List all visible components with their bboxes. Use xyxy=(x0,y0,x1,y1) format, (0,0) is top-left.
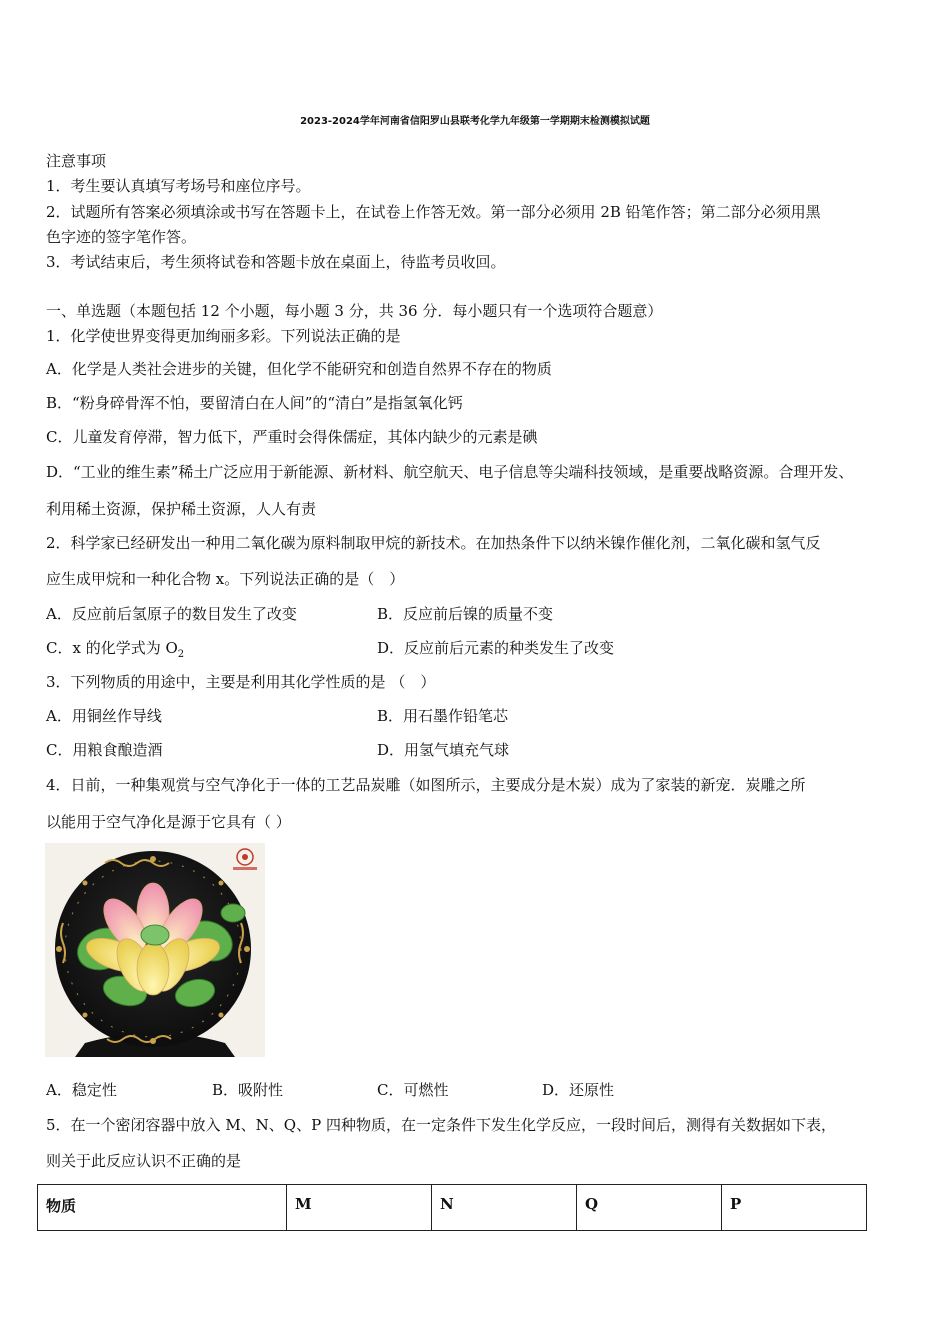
question-4-option-b: B．吸附性 xyxy=(212,1081,284,1099)
question-2-option-c xyxy=(46,638,184,665)
question-5-stem: 5．在一个密闭容器中放入 M、N、Q、P 四种物质，在一定条件下发生化学反应，一段时间后，测得有关数据如下表， xyxy=(46,1116,836,1134)
question-1-option-d: D．“工业的维生素”稀土广泛应用于新能源、新材料、航空航天、电子信息等尖端科技领域，是重要战略资源。合理开发、 xyxy=(46,463,854,481)
question-5-stem-cont: 则关于此反应认识不正确的是 xyxy=(46,1152,242,1170)
reaction-data-table xyxy=(37,1184,867,1231)
section-heading: 一、单选题（本题包括 12 个小题，每小题 3 分，共 36 分．每小题只有一个选项符合题意） xyxy=(46,302,663,320)
question-4-stem: 4．日前，一种集观赏与空气净化于一体的工艺品炭雕（如图所示，主要成分是木炭）成为了家装的新宠．炭雕之所 xyxy=(46,776,806,794)
question-2-option-c-text: C．x 的化学式为 O xyxy=(46,639,178,657)
question-1-option-b: B．“粉身碎骨浑不怕，要留清白在人间”的“清白”是指氢氧化钙 xyxy=(46,394,463,412)
question-3-stem: 3．下列物质的用途中，主要是利用其化学性质的是 （ ） xyxy=(46,673,436,691)
question-2-option-c-subscript: 2 xyxy=(177,649,185,660)
question-4-option-c: C．可燃性 xyxy=(377,1081,449,1099)
charcoal-carving-image xyxy=(45,843,265,1057)
question-4-option-d: D．还原性 xyxy=(542,1081,615,1099)
question-1-option-a: A．化学是人类社会进步的关键，但化学不能研究和创造自然界不存在的物质 xyxy=(46,360,552,378)
table-row xyxy=(38,1185,867,1231)
notice-item-2-cont: 色字迹的签字笔作答。 xyxy=(46,228,197,246)
notice-item-1: 1．考生要认真填写考场号和座位序号。 xyxy=(46,177,311,195)
question-2-option-a: A．反应前后氢原子的数目发生了改变 xyxy=(46,605,297,623)
question-1-option-c: C．儿童发育停滞，智力低下，严重时会得侏儒症，其体内缺少的元素是碘 xyxy=(46,428,538,446)
question-3-option-a: A．用铜丝作导线 xyxy=(46,707,162,725)
table-header-cell: Q xyxy=(577,1185,722,1231)
table-header-cell: N xyxy=(432,1185,577,1231)
lotus-plate-illustration xyxy=(45,843,265,1057)
notice-item-2: 2．试题所有答案必须填涂或书写在答题卡上，在试卷上作答无效。第一部分必须用 2B 铅笔作答；第二部分必须用黑 xyxy=(46,203,821,221)
question-3-option-d: D．用氢气填充气球 xyxy=(377,741,510,759)
table-header-cell: P xyxy=(722,1185,867,1231)
question-2-option-b: B．反应前后镍的质量不变 xyxy=(377,605,554,623)
notice-item-3: 3．考试结束后，考生须将试卷和答题卡放在桌面上，待监考员收回。 xyxy=(46,253,506,271)
question-3-option-c: C．用粮食酿造酒 xyxy=(46,741,163,759)
question-4-stem-cont: 以能用于空气净化是源于它具有（ ） xyxy=(46,813,291,831)
notice-heading: 注意事项 xyxy=(46,152,107,170)
question-1-option-d-cont: 利用稀土资源，保护稀土资源，人人有责 xyxy=(46,500,317,518)
question-1-stem: 1．化学使世界变得更加绚丽多彩。下列说法正确的是 xyxy=(46,327,401,345)
table-header-cell: 物质 xyxy=(38,1185,287,1231)
question-2-stem: 2．科学家已经研发出一种用二氧化碳为原料制取甲烷的新技术。在加热条件下以纳米镍作催化剂，二氧化碳和氢气反 xyxy=(46,534,821,552)
question-4-option-a: A．稳定性 xyxy=(46,1081,117,1099)
question-2-option-d: D．反应前后元素的种类发生了改变 xyxy=(377,639,615,657)
question-2-stem-cont: 应生成甲烷和一种化合物 x。下列说法正确的是（ ） xyxy=(46,570,405,588)
question-3-option-b: B．用石墨作铅笔芯 xyxy=(377,707,509,725)
page-title: 2023-2024学年河南省信阳罗山县联考化学九年级第一学期期末检测模拟试题 xyxy=(300,116,650,127)
table-header-cell: M xyxy=(287,1185,432,1231)
